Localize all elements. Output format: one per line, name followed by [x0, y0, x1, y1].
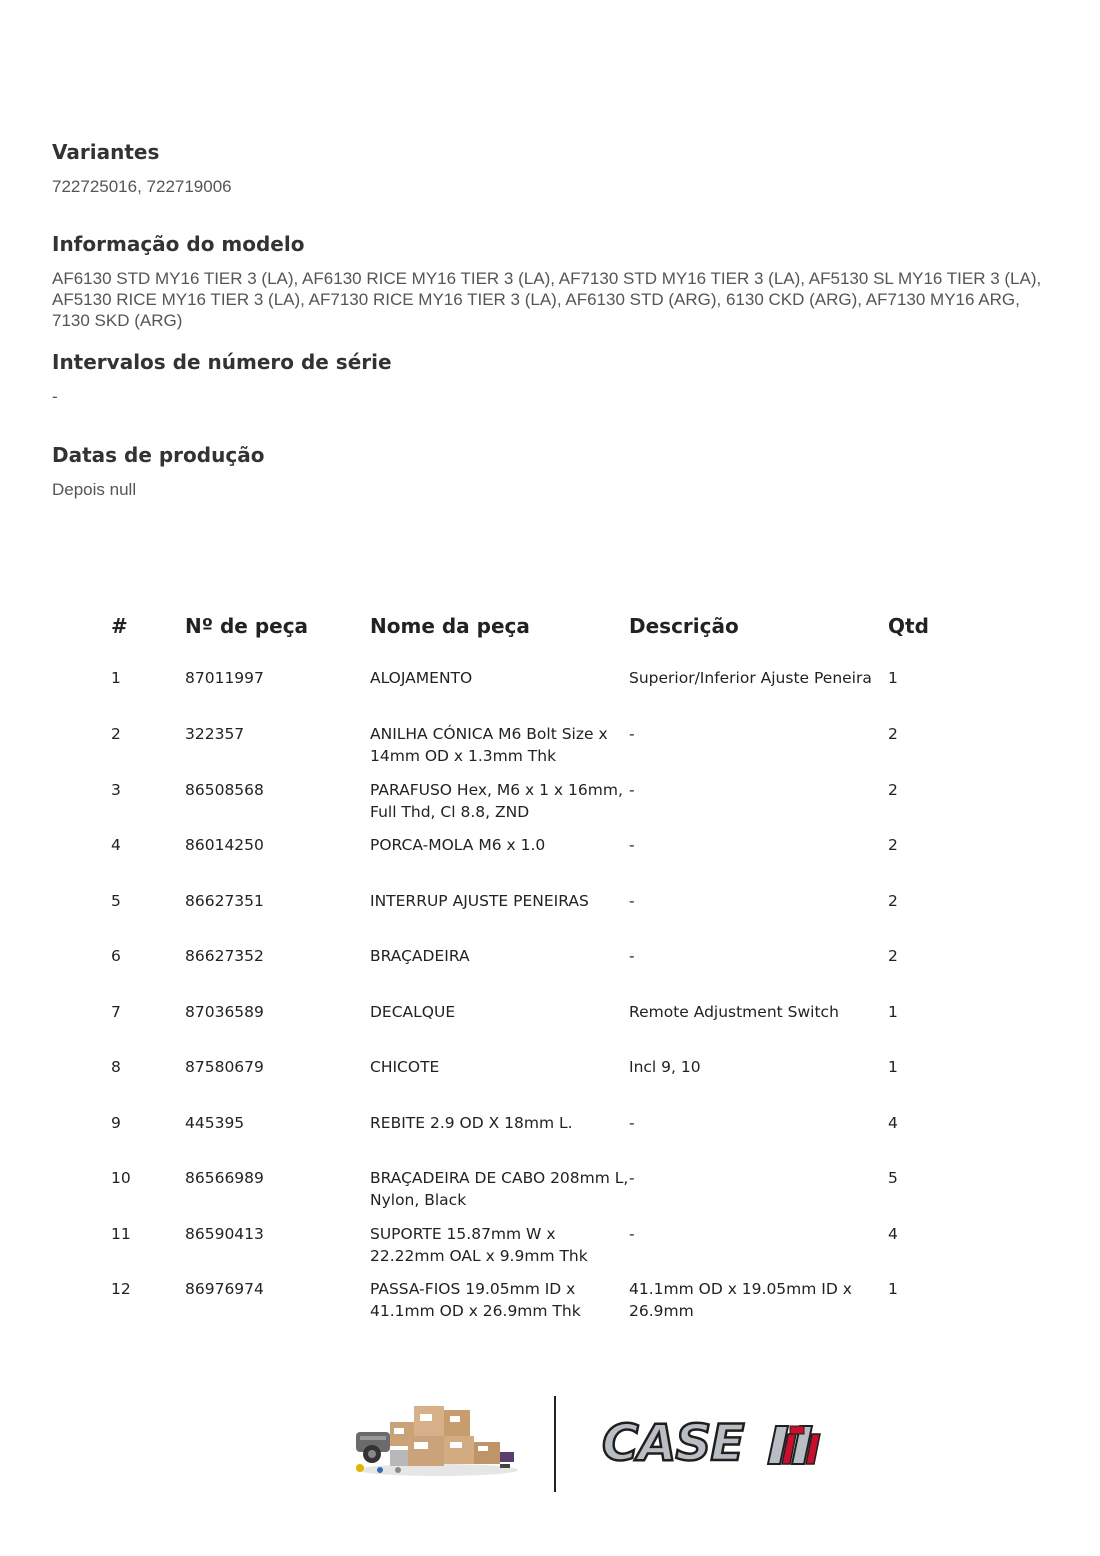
table-row — [111, 832, 991, 888]
row-description: - — [629, 1169, 635, 1187]
row-part-name: DECALQUE — [370, 1002, 456, 1021]
row-part-number: 86627351 — [185, 891, 264, 910]
row-description: 41.1mm OD x 19.05mm ID x 26.9mm — [629, 1280, 852, 1320]
row-quantity: 1 — [888, 1280, 898, 1298]
variants-title: Variantes — [52, 140, 160, 164]
row-description: Superior/Inferior Ajuste Peneira — [629, 669, 872, 687]
table-row — [111, 1276, 991, 1332]
row-part-name: BRAÇADEIRA — [370, 947, 470, 965]
row-quantity: 1 — [888, 1002, 898, 1021]
production-dates-title: Datas de produção — [52, 443, 265, 467]
row-part-number: 86976974 — [185, 1280, 264, 1298]
row-index: 5 — [111, 891, 121, 910]
row-quantity: 2 — [888, 725, 898, 743]
header-part-name: Nome da peça — [370, 614, 530, 638]
row-quantity: 5 — [888, 1169, 898, 1187]
table-row — [111, 1221, 991, 1277]
row-part-name: PORCA-MOLA M6 x 1.0 — [370, 836, 546, 854]
case-logo-text: CASE — [602, 1414, 744, 1472]
row-part-name: CHICOTE — [370, 1058, 440, 1076]
row-description: - — [629, 836, 635, 854]
parts-boxes-image — [350, 1402, 520, 1478]
row-index: 10 — [111, 1169, 131, 1187]
footer — [0, 1390, 1100, 1500]
row-part-number: 86014250 — [185, 836, 264, 854]
table-row — [111, 777, 991, 833]
row-part-number: 322357 — [185, 725, 245, 743]
variants-value: 722725016, 722719006 — [52, 177, 232, 196]
model-info-title: Informação do modelo — [52, 232, 305, 256]
table-row — [111, 1110, 991, 1166]
row-quantity: 1 — [888, 1058, 898, 1076]
row-description: - — [629, 725, 635, 743]
row-description: Incl 9, 10 — [629, 1058, 701, 1076]
row-index: 2 — [111, 725, 121, 743]
table-row — [111, 888, 991, 944]
header-quantity: Qtd — [888, 614, 929, 638]
serial-ranges-value: - — [52, 387, 58, 406]
parts-table-header — [111, 605, 991, 647]
row-quantity: 2 — [888, 891, 898, 910]
header-part-number: Nº de peça — [185, 614, 309, 638]
row-index: 12 — [111, 1280, 131, 1298]
parts-table — [111, 605, 991, 1332]
row-part-name: PASSA-FIOS 19.05mm ID x 41.1mm OD x 26.9mm Thk — [370, 1280, 581, 1320]
row-part-name: BRAÇADEIRA DE CABO 208mm L, Nylon, Black — [370, 1169, 629, 1209]
row-part-number: 87580679 — [185, 1058, 264, 1076]
case-ih-logo — [598, 1414, 828, 1474]
table-row — [111, 647, 991, 721]
row-description: - — [629, 780, 635, 799]
row-description: Remote Adjustment Switch — [629, 1002, 839, 1021]
row-quantity: 1 — [888, 669, 898, 687]
row-index: 11 — [111, 1224, 131, 1243]
row-part-name: INTERRUP AJUSTE PENEIRAS — [370, 891, 589, 910]
row-part-name: ANILHA CÓNICA M6 Bolt Size x 14mm OD x 1.3mm Thk — [370, 725, 608, 765]
row-description: - — [629, 891, 635, 910]
production-dates-value: Depois null — [52, 480, 137, 499]
row-part-number: 86566989 — [185, 1169, 264, 1187]
row-index: 7 — [111, 1002, 121, 1021]
table-row — [111, 1054, 991, 1110]
row-part-name: ALOJAMENTO — [370, 669, 473, 687]
row-index: 4 — [111, 836, 121, 854]
row-part-name: SUPORTE 15.87mm W x 22.22mm OAL x 9.9mm Thk — [370, 1224, 588, 1265]
row-index: 9 — [111, 1113, 121, 1132]
footer-divider — [554, 1396, 556, 1492]
row-quantity: 2 — [888, 780, 898, 799]
row-part-name: PARAFUSO Hex, M6 x 1 x 16mm, Full Thd, Cl 8.8, ZND — [370, 780, 623, 821]
row-description: - — [629, 947, 635, 965]
table-row — [111, 721, 991, 777]
row-part-number: 87011997 — [185, 669, 264, 687]
row-index: 6 — [111, 947, 121, 965]
row-quantity: 4 — [888, 1224, 898, 1243]
header-index: # — [111, 614, 128, 638]
row-quantity: 4 — [888, 1113, 898, 1132]
header-description: Descrição — [629, 614, 739, 638]
row-part-name: REBITE 2.9 OD X 18mm L. — [370, 1113, 573, 1132]
serial-ranges-title: Intervalos de número de série — [52, 350, 392, 374]
row-description: - — [629, 1113, 635, 1132]
row-index: 3 — [111, 780, 121, 799]
row-index: 8 — [111, 1058, 121, 1076]
row-part-number: 87036589 — [185, 1002, 264, 1021]
row-part-number: 86508568 — [185, 780, 264, 799]
row-part-number: 445395 — [185, 1113, 245, 1132]
row-index: 1 — [111, 669, 121, 687]
table-row — [111, 1165, 991, 1221]
row-quantity: 2 — [888, 836, 898, 854]
row-quantity: 2 — [888, 947, 898, 965]
row-description: - — [629, 1224, 635, 1243]
table-row — [111, 999, 991, 1055]
table-row — [111, 943, 991, 999]
row-part-number: 86590413 — [185, 1224, 264, 1243]
model-info-value: AF6130 STD MY16 TIER 3 (LA), AF6130 RICE MY16 TIER 3 (LA), AF7130 STD MY16 TIER 3 (LA), AF5130 SL MY16 TIER 3 (LA), AF5130 RICE MY16 TIER 3 (LA), AF7130 RICE MY16 TIER 3 (LA), AF6130 STD (ARG), 6130 CKD (ARG), AF7130 MY16 ARG, 7130 SKD (ARG) — [52, 269, 1042, 330]
ih-emblem-icon — [762, 1418, 824, 1468]
row-part-number: 86627352 — [185, 947, 264, 965]
